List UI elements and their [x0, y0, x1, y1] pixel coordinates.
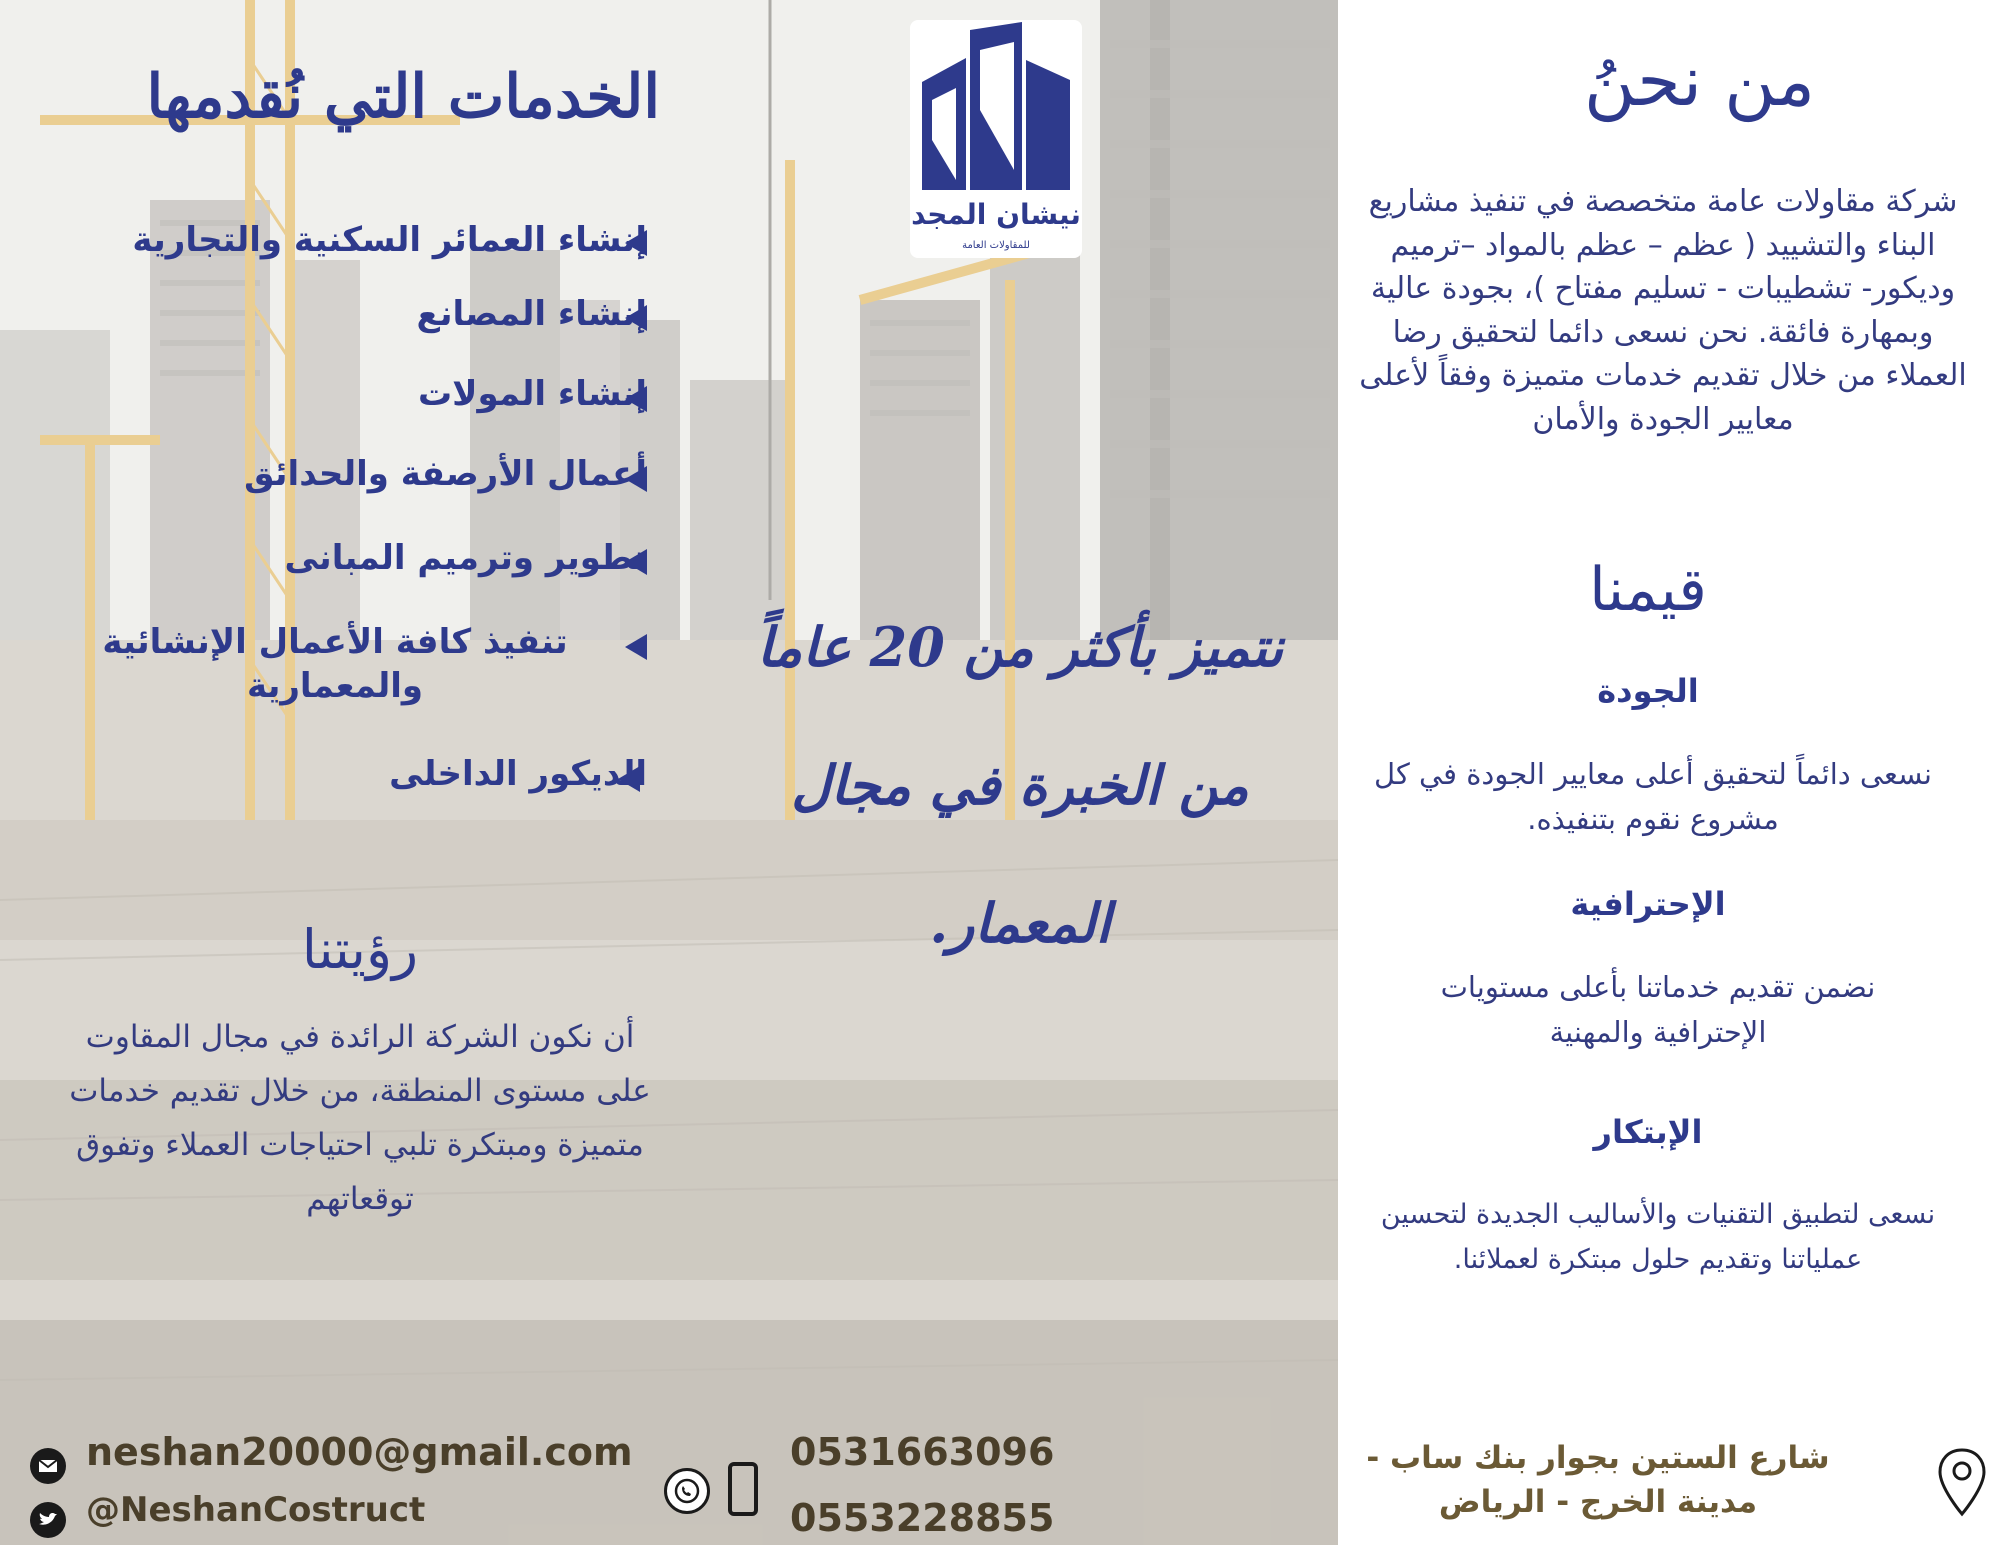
right-panel: [1338, 0, 2000, 1545]
twitter-handle-link[interactable]: @NeshanCostruct: [86, 1490, 426, 1530]
company-logo: [910, 20, 1082, 258]
whatsapp-icon[interactable]: [664, 1468, 710, 1514]
phone-number-2[interactable]: 0553228855: [790, 1496, 1055, 1540]
phone-number-1[interactable]: 0531663096: [790, 1430, 1055, 1474]
email-link[interactable]: neshan20000@gmail.com: [86, 1430, 633, 1474]
phone-icon: [728, 1462, 758, 1516]
value-heading-quality: الجودة: [1597, 672, 1699, 710]
vision-body: أن نكون الشركة الرائدة في مجال المقاوت على مستوى المنطقة، من خلال تقديم خدمات متميزة ومبتكرة تلبي احتياجات العملاء وتفوق توقعاتهم: [69, 1019, 651, 1217]
service-item: تنفيذ كافة الأعمال الإنشائية والمعمارية: [102, 622, 568, 706]
service-item: الديكور الداخلى: [389, 754, 647, 794]
bullet-arrow-icon: [625, 230, 647, 256]
about-title: من نحنُ: [1584, 40, 1815, 122]
bullet-arrow-icon: [625, 549, 647, 575]
service-item: تطوير وترميم المبانى: [284, 538, 647, 578]
about-body: شركة مقاولات عامة متخصصة في تنفيذ مشاريع البناء والتشييد ( عظم – عظم بالمواد –ترميم وديكور- تشطيبات - تسليم مفتاح )، بجودة عالية وبمهارة فائقة. نحن نسعى دائما لتحقيق رضا العملاء من خلال تقديم خدمات متميزة وفقاً لأعلى معايير الجودة والأمان: [1359, 184, 1967, 437]
twitter-icon: [30, 1502, 66, 1538]
value-heading-professionalism: الإحترافية: [1570, 885, 1726, 923]
value-body-innovation: نسعى لتطبيق التقنيات والأساليب الجديدة لتحسين عملياتنا وتقديم حلول مبتكرة لعملائنا.: [1380, 1199, 1936, 1275]
value-body-quality: نسعى دائماً لتحقيق أعلى معايير الجودة في كل مشروع نقوم بتنفيذه.: [1373, 757, 1932, 836]
services-title: الخدمات التي نُقدمها: [146, 62, 660, 132]
bullet-arrow-icon: [625, 466, 647, 492]
location-pin-icon: [1934, 1446, 1990, 1520]
experience-slogan: [740, 578, 1300, 992]
value-heading-innovation: الإبتكار: [1593, 1113, 1703, 1151]
bullet-arrow-icon: [625, 386, 647, 412]
value-body-professionalism: نضمن تقديم خدماتنا بأعلى مستويات الإحترافية والمهنية: [1440, 970, 1876, 1049]
service-item: إنشاء المولات: [417, 374, 647, 414]
slogan-line-2: من الخبرة في مجال: [791, 753, 1249, 817]
values-title: قيمنا: [1589, 555, 1707, 625]
mail-icon: [30, 1448, 66, 1484]
logo-subtitle: للمقاولات العامة: [962, 240, 1030, 251]
bullet-arrow-icon: [625, 634, 647, 660]
slogan-line-3: المعمار.: [929, 891, 1111, 955]
logo-name: نيشان المجد: [911, 198, 1081, 231]
slogan-line-1: نتميز بأكثر من 20 عاماً: [756, 615, 1284, 679]
address-text: شارع الستين بجوار بنك ساب - مدينة الخرج - الرياض: [1366, 1440, 1830, 1520]
service-item: أعمال الأرصفة والحدائق: [244, 454, 647, 494]
bullet-arrow-icon: [618, 766, 640, 792]
service-item: إنشاء العمائر السكنية والتجارية: [132, 220, 647, 260]
logo-buildings-icon: [910, 20, 1082, 195]
service-item: إنشاء المصانع: [416, 294, 647, 334]
bullet-arrow-icon: [625, 305, 647, 331]
vision-title: رؤيتنا: [301, 918, 419, 981]
